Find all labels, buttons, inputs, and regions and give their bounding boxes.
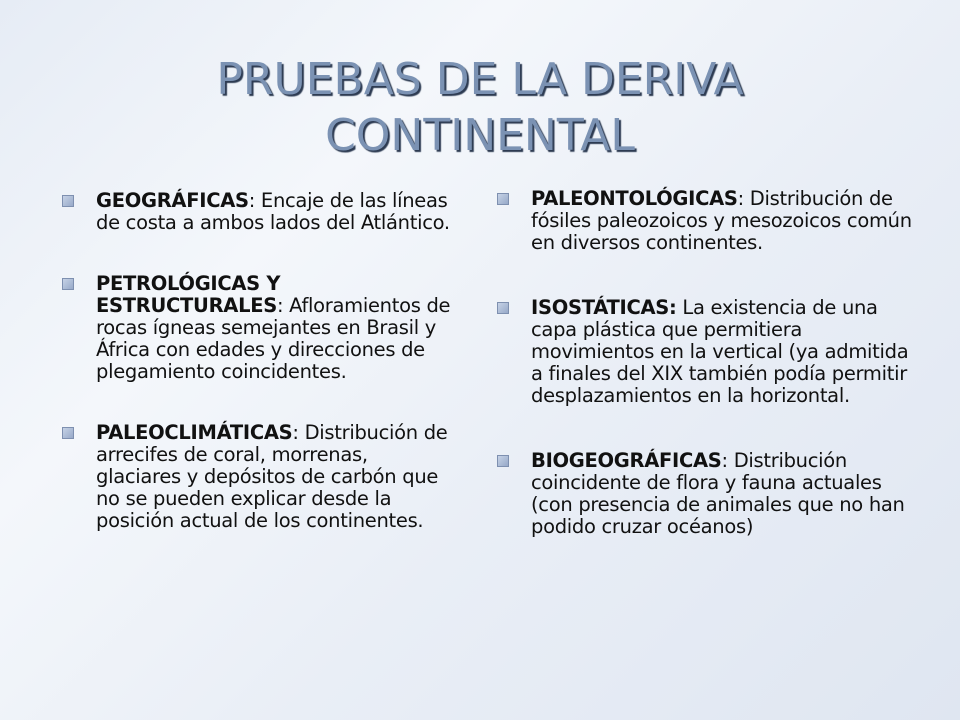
bullet-text: : Encaje de las líneas de costa a ambos lados del Atlántico. xyxy=(96,189,450,234)
square-bullet-icon xyxy=(62,427,74,439)
bullet-term: GEOGRÁFICAS xyxy=(96,189,249,212)
bullet-term: ISOSTÁTICAS: xyxy=(531,296,677,319)
bullet-term: PALEOCLIMÁTICAS xyxy=(96,421,293,444)
right-bullet-list xyxy=(495,188,915,581)
bullet-item-isostaticas xyxy=(495,297,915,407)
bullet-item-biogeograficas xyxy=(495,450,915,538)
bullet-item-paleoclimaticas xyxy=(60,422,455,532)
bullet-text: La existencia de una capa plástica que permitiera movimientos en la vertical (ya admitida a finales del XIX también podía permitir desplazamientos en la horizontal. xyxy=(531,296,909,407)
bullet-term: PALEONTOLÓGICAS xyxy=(531,187,738,210)
bullet-item-paleontologicas xyxy=(495,188,915,254)
left-bullet-list xyxy=(60,190,455,571)
square-bullet-icon xyxy=(62,278,74,290)
square-bullet-icon xyxy=(497,302,509,314)
square-bullet-icon xyxy=(497,455,509,467)
bullet-text: : Afloramientos de rocas ígneas semejantes en Brasil y África con edades y direcciones de plegamiento coincidentes. xyxy=(96,294,451,383)
bullet-text: : Distribución de fósiles paleozoicos y mesozoicos común en diversos continentes. xyxy=(531,187,912,254)
bullet-text: : Distribución coincidente de flora y fauna actuales (con presencia de animales que no han podido cruzar océanos) xyxy=(531,449,905,538)
bullet-term: PETROLÓGICAS Y ESTRUCTURALES xyxy=(96,272,281,317)
bullet-text: : Distribución de arrecifes de coral, morrenas, glaciares y depósitos de carbón que no se pueden explicar desde la posición actual de los continentes. xyxy=(96,421,448,532)
bullet-item-petrologicas xyxy=(60,273,455,383)
bullet-term: BIOGEOGRÁFICAS xyxy=(531,449,722,472)
slide-title: PRUEBAS DE LA DERIVA CONTINENTAL xyxy=(216,54,744,161)
square-bullet-icon xyxy=(62,195,74,207)
square-bullet-icon xyxy=(497,193,509,205)
bullet-item-geograficas xyxy=(60,190,455,234)
